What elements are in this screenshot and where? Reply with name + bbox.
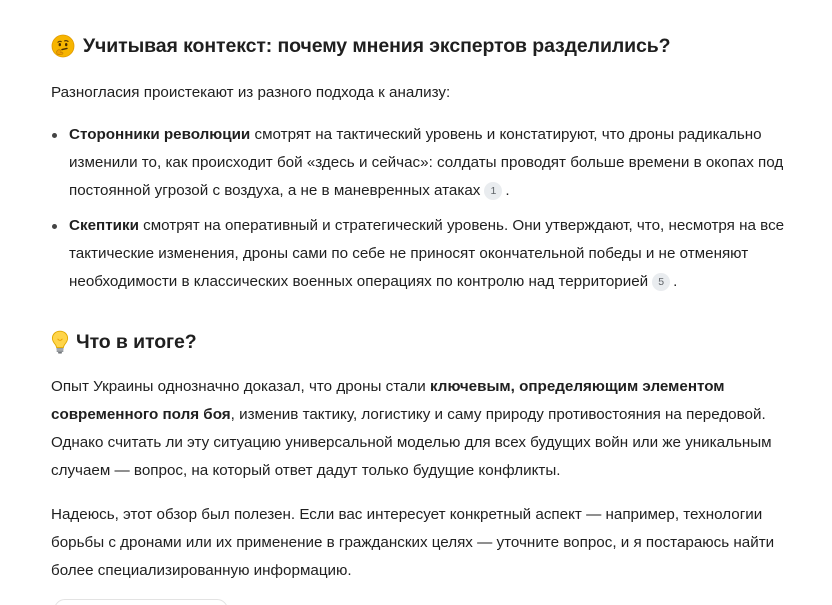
thinking-face-icon [51, 34, 75, 58]
list-item-end: . [673, 273, 678, 290]
light-bulb-icon [51, 330, 69, 354]
citation-badge[interactable]: 1 [484, 182, 502, 200]
list-item-term: Скептики [69, 217, 139, 234]
list-item-term: Сторонники революции [69, 126, 251, 143]
summary-text: Опыт Украины однозначно доказал, что дроны стали [51, 378, 431, 395]
list-item-text: смотрят на оперативный и стратегический уровень. Они утверждают, что, несмотря на все тактические изменения, дроны сами по себе не приносят окончательной победы и не отменяют необходимости в классических военных операциях по контролю над территорией [69, 217, 785, 290]
action-chip[interactable] [54, 599, 228, 605]
section-intro: Разногласия проистекают из разного подхода к анализу: [51, 84, 451, 101]
list-item-end: . [505, 182, 510, 199]
closing-paragraph: Надеюсь, этот обзор был полезен. Если вас интересует конкретный аспект — например, технологии борьбы с дронами или их применение в гражданских целях — уточните вопрос, и я постараюсь найти более специализированную информацию. [51, 506, 775, 579]
summary-paragraph [51, 373, 811, 485]
section-heading-summary [51, 326, 197, 358]
list-item-text: смотрят на тактический уровень и констатируют, что дроны радикально изменили то, как происходит бой «здесь и сейчас»: солдаты проводят больше времени в окопах под постоянной угрозой с воздуха, а не в маневренных атаках [69, 126, 784, 199]
section-title: Что в итоге? [76, 331, 197, 353]
summary-emphasis: ключевым, определяющим элементом современного поля боя [51, 378, 725, 423]
list-item [51, 121, 811, 205]
section-title: Учитывая контекст: почему мнения экспертов разделились? [83, 35, 671, 57]
opinions-list [51, 121, 811, 296]
summary-text: , изменив тактику, логистику и саму природу противостояния на передовой. Однако считать ли эту ситуацию универсальной моделью для всех будущих войн или же уникальным случаем — вопрос, на который ответ дадут только будущие конфликты. [51, 406, 772, 479]
citation-badge[interactable]: 5 [652, 273, 670, 291]
list-item [51, 212, 811, 296]
section-heading-context [51, 30, 670, 62]
